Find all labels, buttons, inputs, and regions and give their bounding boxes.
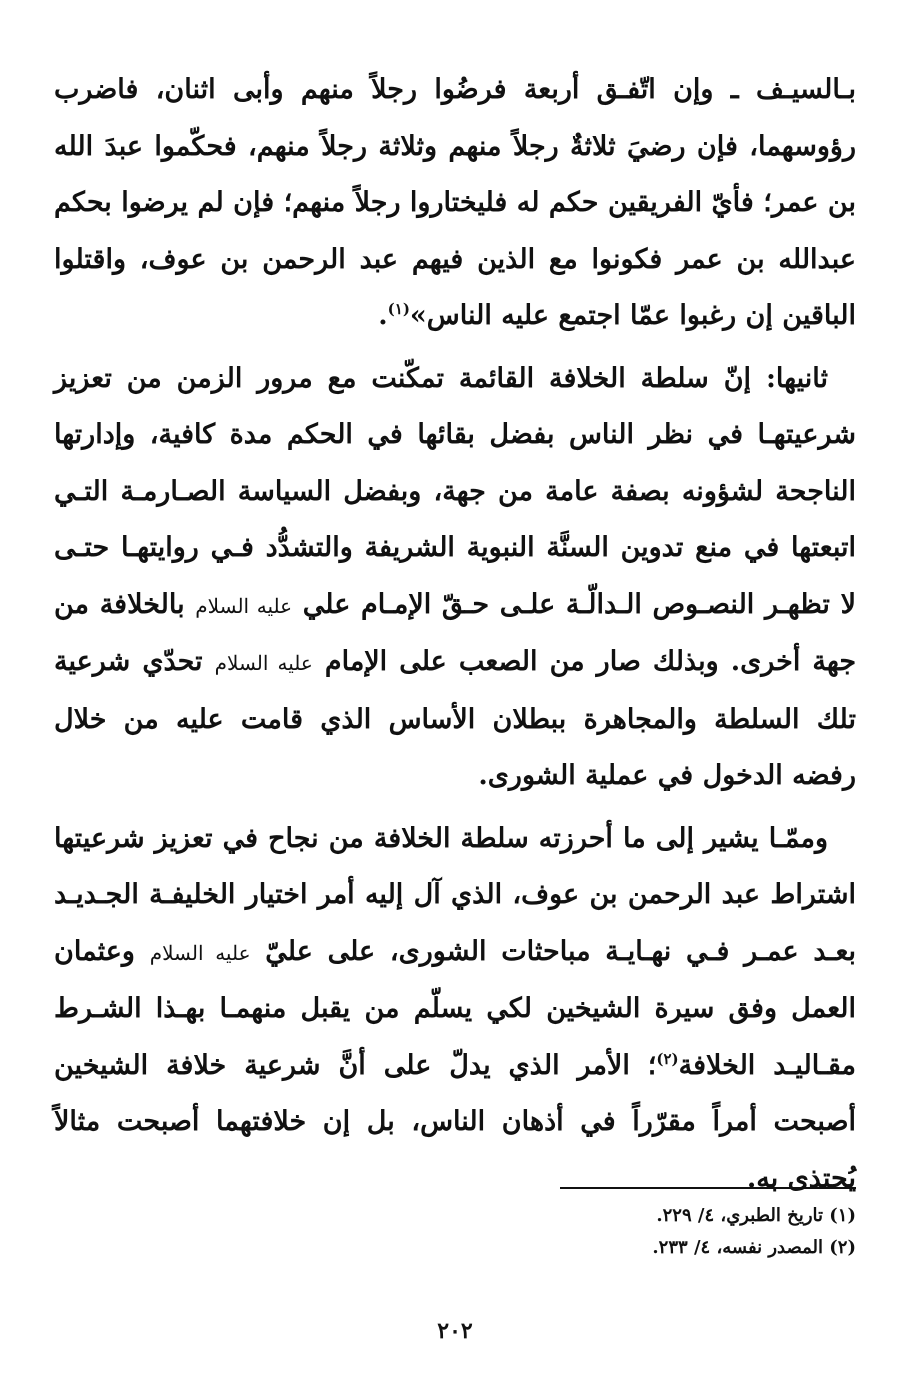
paragraph-3-text-b: وعثمان العمل وفق سيرة الشيخين لكي يسلّم من يقبل منهمـا بهـذا الشـرط مقـاليـد الخلافة: [54, 935, 856, 1081]
paragraph-3: [54, 811, 856, 1208]
footnote-2: (٢) المصدر نفسه، ٤/ ٢٣٣.: [652, 1237, 856, 1258]
footnote-ref-2[interactable]: (٢): [656, 1049, 679, 1068]
honorific-ligature: عليه السلام: [214, 651, 313, 675]
paragraph-1: [54, 62, 856, 345]
paragraph-2: [54, 351, 856, 805]
paragraph-2-text-c: تحدّي شرعية تلك السلطة والمجاهرة ببطلان الأساس الذي قامت عليه من خلال رفضه الدخول في عملية الشورى.: [54, 646, 856, 791]
main-text: [54, 62, 856, 1213]
footnote-divider: [560, 1187, 856, 1189]
paragraph-1-end: .: [378, 300, 388, 331]
paragraph-2-text-a: إنّ سلطة الخلافة القائمة تمكّنت مع مرور الزمن من تعزيز شرعيتهـا في نظر الناس بفضل بقائها في الحكم مدة كافية، وإدارتها الناجحة لشؤونه بصفة عامة من جهة، وبفضل السياسة الصـارمـة التـي اتبعتها في منع تدوين السنَّة النبوية الشريفة والتشدُّد فـي روايتهـا حتـى لا تظهـر النصـوص الـدالّـة علـى حـقّ الإمـام علي: [54, 362, 856, 620]
page-number: ٢٠٢: [437, 1318, 473, 1344]
paragraph-2-lead: ثانيها:: [765, 362, 828, 394]
paragraph-2-text-b: بالخلافة من جهة أخرى. وبذلك صار من الصعب على الإمام: [54, 588, 857, 677]
honorific-ligature: عليه السلام: [149, 940, 251, 965]
paragraph-1-text: بـالسيـف ـ وإن اتّفـق أربعة فرضُوا رجلاً منهم وأبى اثنان، فاضرب رؤوسهما، فإن رضيَ ثلاثةٌ رجلاً منهم وثلاثة رجلاً منهم، فحكّموا عبدَ الله بن عمر؛ فأيّ الفريقين حكم له فليختاروا رجلاً منهم؛ فإن لم يرضوا بحكم عبدالله بن عمر فكونوا مع الذين فيهم عبد الرحمن بن عوف، واقتلوا الباقين إن رغبوا عمّا اجتمع عليه الناس»: [54, 74, 856, 331]
footnote-ref-1[interactable]: (١): [387, 300, 410, 318]
honorific-ligature: عليه السلام: [195, 593, 293, 618]
paragraph-3-text-a: وممّـا يشير إلى ما أحرزته سلطة الخلافة من نجاح في تعزيز شرعيتها اشتراط عبد الرحمن بن عوف، الذي آل إليه أمر اختيار الخليفـة الجـديـد بعـد عمـر فـي نهـايـة مباحثات الشورى، على عليّ: [54, 822, 856, 967]
footnote-1: (١) تاريخ الطبري، ٤/ ٢٢٩.: [656, 1205, 856, 1226]
footnotes: [356, 1200, 856, 1264]
paragraph-3-text-c: ؛ الأمر الذي يدلّ على أنَّ شرعية خلافة الشيخين أصبحت أمراً مقرّراً في أذهان الناس، بل إن خلافتهما أصبحت مثالاً يُحتذى به.: [54, 1049, 856, 1194]
